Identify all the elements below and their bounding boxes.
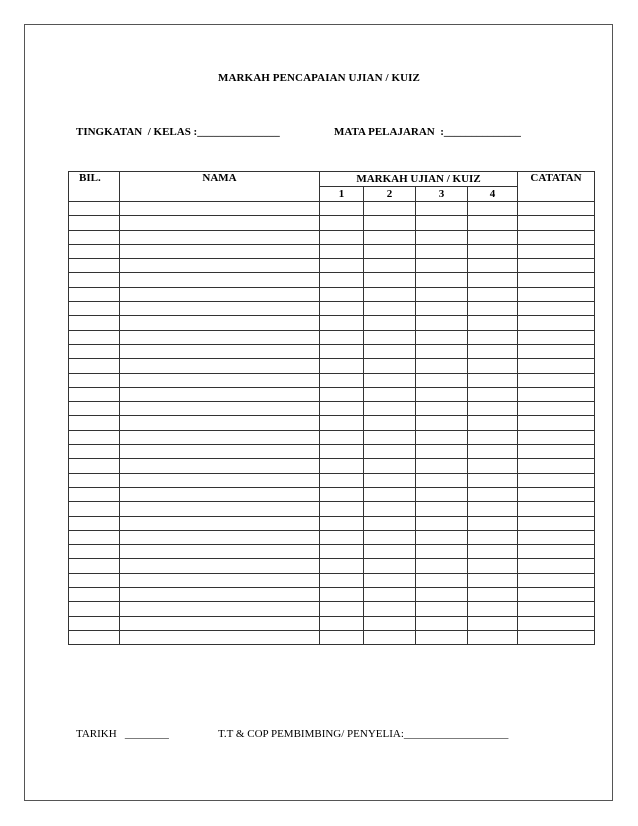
- table-cell: [468, 459, 518, 473]
- table-row: [69, 559, 595, 573]
- table-cell: [320, 588, 364, 602]
- table-cell: [416, 287, 468, 301]
- table-cell: [468, 373, 518, 387]
- table-cell: [69, 559, 120, 573]
- table-cell: [320, 302, 364, 316]
- table-cell: [364, 387, 416, 401]
- table-cell: [364, 202, 416, 216]
- table-cell: [69, 516, 120, 530]
- table-cell: [364, 588, 416, 602]
- table-cell: [468, 630, 518, 644]
- table-cell: [320, 402, 364, 416]
- table-cell: [364, 344, 416, 358]
- table-cell: [416, 244, 468, 258]
- table-cell: [120, 573, 320, 587]
- table-cell: [364, 302, 416, 316]
- table-cell: [364, 316, 416, 330]
- table-cell: [518, 616, 595, 630]
- table-cell: [69, 487, 120, 501]
- table-cell: [416, 530, 468, 544]
- table-cell: [416, 559, 468, 573]
- table-cell: [518, 473, 595, 487]
- table-row: [69, 573, 595, 587]
- table-cell: [518, 387, 595, 401]
- table-cell: [120, 302, 320, 316]
- table-cell: [518, 530, 595, 544]
- table-cell: [518, 287, 595, 301]
- table-row: [69, 516, 595, 530]
- table-cell: [364, 230, 416, 244]
- table-cell: [69, 545, 120, 559]
- table-cell: [468, 273, 518, 287]
- table-cell: [69, 473, 120, 487]
- table-cell: [120, 416, 320, 430]
- table-row: [69, 273, 595, 287]
- table-cell: [320, 373, 364, 387]
- table-cell: [416, 616, 468, 630]
- table-row: [69, 244, 595, 258]
- table-cell: [320, 459, 364, 473]
- table-cell: [320, 344, 364, 358]
- table-cell: [364, 287, 416, 301]
- table-cell: [468, 244, 518, 258]
- table-row: [69, 545, 595, 559]
- table-row: [69, 430, 595, 444]
- table-cell: [69, 344, 120, 358]
- table-cell: [518, 588, 595, 602]
- table-cell: [364, 545, 416, 559]
- table-cell: [468, 344, 518, 358]
- table-cell: [320, 487, 364, 501]
- table-cell: [468, 387, 518, 401]
- table-cell: [320, 416, 364, 430]
- marks-table: [68, 171, 595, 645]
- table-cell: [320, 430, 364, 444]
- table-cell: [69, 616, 120, 630]
- table-cell: [468, 602, 518, 616]
- table-cell: [69, 287, 120, 301]
- table-cell: [69, 445, 120, 459]
- mata-pelajaran-field: MATA PELAJARAN :______________: [334, 126, 521, 138]
- table-cell: [320, 445, 364, 459]
- table-cell: [320, 273, 364, 287]
- table-cell: [120, 630, 320, 644]
- table-cell: [364, 244, 416, 258]
- table-cell: [320, 216, 364, 230]
- table-cell: [518, 545, 595, 559]
- table-cell: [468, 230, 518, 244]
- table-cell: [120, 459, 320, 473]
- table-cell: [69, 573, 120, 587]
- table-cell: [468, 430, 518, 444]
- table-cell: [120, 487, 320, 501]
- table-row: [69, 302, 595, 316]
- table-cell: [69, 373, 120, 387]
- table-cell: [518, 216, 595, 230]
- table-cell: [416, 502, 468, 516]
- table-cell: [120, 244, 320, 258]
- table-cell: [320, 330, 364, 344]
- table-cell: [120, 330, 320, 344]
- table-cell: [468, 502, 518, 516]
- table-cell: [320, 230, 364, 244]
- table-cell: [320, 244, 364, 258]
- table-cell: [120, 373, 320, 387]
- table-cell: [468, 616, 518, 630]
- table-cell: [518, 316, 595, 330]
- table-row: [69, 630, 595, 644]
- table-cell: [416, 630, 468, 644]
- table-row: [69, 287, 595, 301]
- table-row: [69, 344, 595, 358]
- table-cell: [518, 487, 595, 501]
- table-row: [69, 473, 595, 487]
- table-row: [69, 416, 595, 430]
- table-cell: [518, 244, 595, 258]
- table-cell: [518, 416, 595, 430]
- table-cell: [468, 302, 518, 316]
- table-row: [69, 487, 595, 501]
- table-cell: [518, 202, 595, 216]
- test-number: 1: [320, 187, 364, 202]
- table-cell: [468, 487, 518, 501]
- table-cell: [69, 502, 120, 516]
- table-cell: [518, 602, 595, 616]
- table-cell: [364, 602, 416, 616]
- table-cell: [468, 573, 518, 587]
- table-cell: [416, 259, 468, 273]
- table-cell: [518, 230, 595, 244]
- table-cell: [320, 530, 364, 544]
- test-number: 2: [364, 187, 416, 202]
- table-cell: [364, 259, 416, 273]
- table-row: [69, 387, 595, 401]
- table-cell: [416, 430, 468, 444]
- table-cell: [120, 502, 320, 516]
- table-cell: [364, 530, 416, 544]
- table-cell: [364, 459, 416, 473]
- table-cell: [468, 330, 518, 344]
- table-cell: [69, 402, 120, 416]
- header-nama: NAMA: [120, 172, 320, 202]
- table-cell: [468, 545, 518, 559]
- table-cell: [468, 559, 518, 573]
- table-cell: [416, 273, 468, 287]
- table-cell: [120, 559, 320, 573]
- table-cell: [416, 573, 468, 587]
- table-cell: [120, 344, 320, 358]
- table-cell: [468, 530, 518, 544]
- table-cell: [416, 302, 468, 316]
- table-cell: [120, 530, 320, 544]
- table-cell: [364, 445, 416, 459]
- table-cell: [120, 402, 320, 416]
- table-cell: [416, 359, 468, 373]
- table-cell: [69, 230, 120, 244]
- table-cell: [364, 216, 416, 230]
- table-cell: [416, 516, 468, 530]
- table-cell: [69, 602, 120, 616]
- table-cell: [320, 573, 364, 587]
- table-cell: [518, 259, 595, 273]
- table-cell: [416, 387, 468, 401]
- table-cell: [364, 402, 416, 416]
- table-row: [69, 230, 595, 244]
- table-cell: [364, 487, 416, 501]
- table-cell: [416, 202, 468, 216]
- table-cell: [518, 502, 595, 516]
- table-cell: [416, 459, 468, 473]
- table-cell: [320, 630, 364, 644]
- table-cell: [120, 387, 320, 401]
- table-cell: [69, 302, 120, 316]
- table-cell: [468, 216, 518, 230]
- table-cell: [69, 259, 120, 273]
- table-cell: [518, 273, 595, 287]
- table-cell: [364, 273, 416, 287]
- table-row: [69, 459, 595, 473]
- table-cell: [69, 273, 120, 287]
- table-cell: [69, 330, 120, 344]
- table-cell: [416, 445, 468, 459]
- table-cell: [69, 588, 120, 602]
- header-markah: MARKAH UJIAN / KUIZ: [320, 172, 518, 187]
- table-cell: [468, 287, 518, 301]
- table-cell: [120, 430, 320, 444]
- table-row: [69, 316, 595, 330]
- table-cell: [120, 473, 320, 487]
- table-cell: [416, 230, 468, 244]
- table-cell: [364, 473, 416, 487]
- table-cell: [364, 616, 416, 630]
- table-cell: [120, 445, 320, 459]
- table-cell: [518, 459, 595, 473]
- table-cell: [416, 316, 468, 330]
- table-cell: [416, 487, 468, 501]
- table-cell: [320, 545, 364, 559]
- table-cell: [416, 602, 468, 616]
- table-row: [69, 330, 595, 344]
- table-row: [69, 373, 595, 387]
- table-cell: [518, 630, 595, 644]
- table-cell: [69, 244, 120, 258]
- table-cell: [364, 630, 416, 644]
- tarikh-field: TARIKH ________: [76, 728, 169, 740]
- table-cell: [468, 416, 518, 430]
- table-cell: [518, 402, 595, 416]
- table-cell: [416, 416, 468, 430]
- table-cell: [364, 516, 416, 530]
- table-cell: [416, 402, 468, 416]
- table-row: [69, 202, 595, 216]
- table-cell: [320, 473, 364, 487]
- table-cell: [69, 530, 120, 544]
- table-cell: [120, 316, 320, 330]
- table-cell: [364, 573, 416, 587]
- table-cell: [69, 359, 120, 373]
- table-cell: [518, 430, 595, 444]
- table-cell: [416, 473, 468, 487]
- test-number: 4: [468, 187, 518, 202]
- tingkatan-kelas-field: TINGKATAN / KELAS :_______________: [76, 126, 280, 138]
- table-cell: [320, 559, 364, 573]
- table-cell: [69, 316, 120, 330]
- table-cell: [518, 516, 595, 530]
- table-cell: [518, 302, 595, 316]
- table-cell: [320, 602, 364, 616]
- table-cell: [364, 373, 416, 387]
- table-cell: [468, 359, 518, 373]
- table-row: [69, 402, 595, 416]
- table-cell: [518, 573, 595, 587]
- table-row: [69, 359, 595, 373]
- table-cell: [468, 202, 518, 216]
- table-cell: [120, 516, 320, 530]
- table-cell: [468, 473, 518, 487]
- table-cell: [518, 359, 595, 373]
- table-cell: [120, 216, 320, 230]
- header-catatan: CATATAN: [518, 172, 595, 202]
- table-cell: [518, 559, 595, 573]
- table-cell: [416, 373, 468, 387]
- table-cell: [364, 416, 416, 430]
- table-cell: [416, 344, 468, 358]
- table-cell: [468, 259, 518, 273]
- table-cell: [69, 387, 120, 401]
- table-cell: [468, 516, 518, 530]
- table-cell: [320, 387, 364, 401]
- table-cell: [468, 588, 518, 602]
- table-cell: [320, 359, 364, 373]
- table-cell: [416, 330, 468, 344]
- table-cell: [364, 430, 416, 444]
- table-cell: [468, 445, 518, 459]
- table-cell: [468, 402, 518, 416]
- table-cell: [364, 359, 416, 373]
- table-cell: [69, 202, 120, 216]
- table-cell: [320, 316, 364, 330]
- table-cell: [120, 259, 320, 273]
- table-row: [69, 616, 595, 630]
- table-cell: [320, 502, 364, 516]
- table-cell: [120, 588, 320, 602]
- table-cell: [69, 216, 120, 230]
- header-bil: BIL.: [69, 172, 120, 202]
- table-cell: [320, 259, 364, 273]
- header-row: [69, 172, 595, 187]
- table-cell: [416, 588, 468, 602]
- table-cell: [120, 359, 320, 373]
- table-cell: [364, 559, 416, 573]
- table-cell: [468, 316, 518, 330]
- table-row: [69, 216, 595, 230]
- table-row: [69, 530, 595, 544]
- table-cell: [69, 416, 120, 430]
- table-cell: [120, 273, 320, 287]
- table-cell: [69, 430, 120, 444]
- table-cell: [69, 459, 120, 473]
- table-cell: [518, 330, 595, 344]
- table-row: [69, 259, 595, 273]
- table-cell: [69, 630, 120, 644]
- table-cell: [518, 445, 595, 459]
- table-cell: [120, 545, 320, 559]
- signature-field: T.T & COP PEMBIMBING/ PENYELIA:___________________: [218, 728, 509, 740]
- table-cell: [364, 330, 416, 344]
- table-cell: [120, 230, 320, 244]
- table-cell: [120, 616, 320, 630]
- table-cell: [364, 502, 416, 516]
- table-cell: [120, 202, 320, 216]
- table-cell: [120, 287, 320, 301]
- table-cell: [320, 202, 364, 216]
- table-cell: [320, 616, 364, 630]
- table-cell: [518, 373, 595, 387]
- table-row: [69, 588, 595, 602]
- table-cell: [416, 216, 468, 230]
- table-row: [69, 602, 595, 616]
- page-title: MARKAH PENCAPAIAN UJIAN / KUIZ: [217, 72, 420, 84]
- test-number: 3: [416, 187, 468, 202]
- table-cell: [120, 602, 320, 616]
- table-cell: [518, 344, 595, 358]
- table-cell: [320, 516, 364, 530]
- table-cell: [416, 545, 468, 559]
- table-row: [69, 445, 595, 459]
- table-cell: [320, 287, 364, 301]
- table-row: [69, 502, 595, 516]
